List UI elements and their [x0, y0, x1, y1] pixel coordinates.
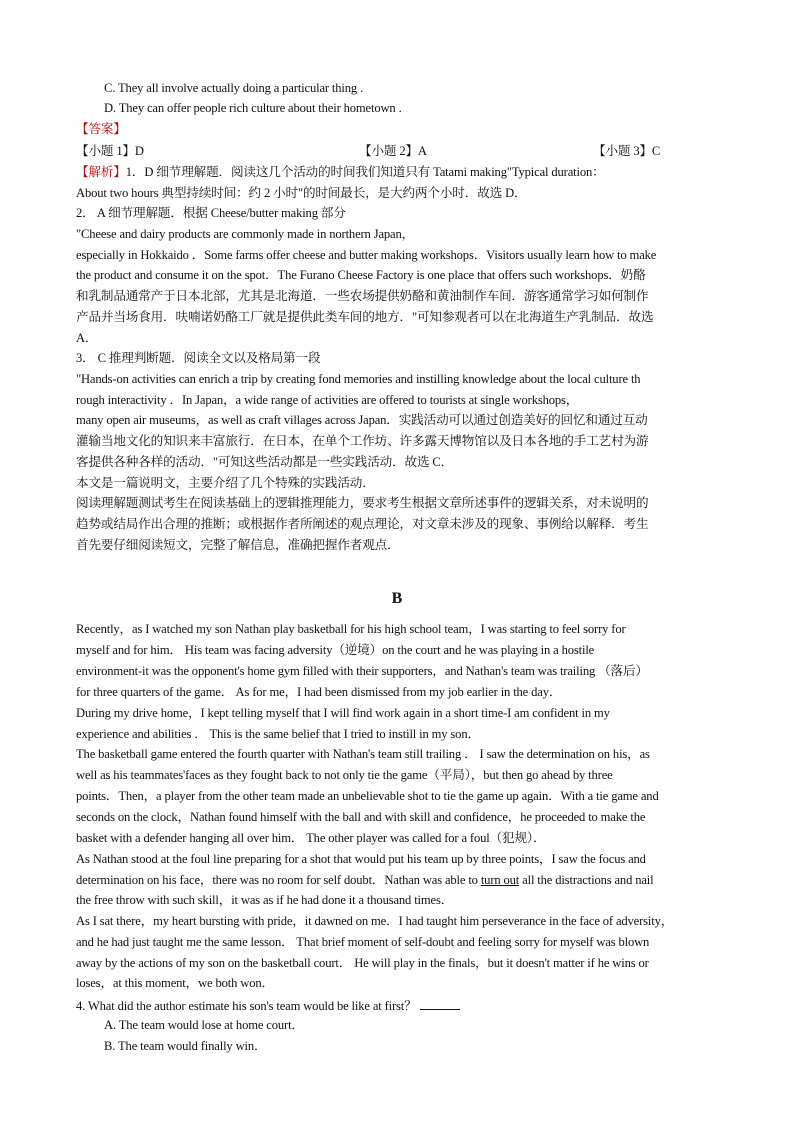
explanation-line: 2． A 细节理解题．根据 Cheese/butter making 部分: [76, 206, 346, 220]
answer-row: [76, 143, 736, 159]
passage-line: points．Then，a player from the other team made an unbelievable shot to tie the game up again．With a tie game and: [76, 789, 659, 803]
passage-line: seconds on the clock，Nathan found himself with the ball and with skill and confidence，he proceeded to make the: [76, 810, 646, 824]
section-title: B: [391, 590, 403, 607]
passage-line: basket with a defender hanging all over him． The other player was called for a foul（犯规）．: [76, 831, 546, 845]
explanation-line: 灌输当地文化的知识来丰富旅行．在日本，在单个工作坊、许多露天博物馆以及日本各地的手工艺村为游: [76, 434, 649, 448]
option-b: B. The team would finally win．: [104, 1039, 267, 1053]
passage-line: and he had just taught me the same lesson． That brief moment of self-doubt and feeling sorry for myself was blown: [76, 935, 650, 949]
question-text: 4. What did the author estimate his son's team would be like at first？: [76, 999, 417, 1013]
explanation-line: A．: [76, 331, 98, 345]
explanation-text: 1．D 细节理解题．阅读这几个活动的时间我们知道只有 Tatami making"Typical duration：: [125, 165, 605, 179]
explanation-line: rough interactivity ．In Japan，a wide range of activities are offered to tourists at single workshops，: [76, 393, 579, 407]
passage-line: environment-it was the opponent's home gym filled with their supporters，and Nathan's team was trailing （落后）: [76, 664, 648, 678]
passage-line: As I sat there，my heart bursting with pride，it dawned on me．I had taught him perseverance in the face of adversity，: [76, 914, 674, 928]
answer-heading: 【答案】: [76, 122, 126, 136]
option-c: C. They all involve actually doing a particular thing .: [104, 81, 364, 95]
answer-2: 【小题 2】A: [359, 144, 427, 158]
passage-text: determination on his face，there was no room for self doubt．Nathan was able to: [76, 873, 481, 887]
explanation-line: 3． C 推理判断题．阅读全文以及格局第一段: [76, 351, 321, 365]
answer-1: 【小题 1】D: [76, 144, 144, 158]
option-d: D. They can offer people rich culture about their hometown .: [104, 101, 402, 115]
explanation-line: 产品并当场食用．呋喃诺奶酪工厂就是提供此类车间的地方．"可知参观者可以在北海道生产乳制品．故选: [76, 310, 654, 324]
passage-line: the free throw with such skill，it was as if he had done it a thousand times．: [76, 893, 454, 907]
passage-line: for three quarters of the game． As for me，I had been dismissed from my job earlier in the day．: [76, 685, 562, 699]
explanation-line: many open air museums，as well as craft villages across Japan．实践活动可以通过创造美好的回忆和通过互动: [76, 413, 648, 427]
passage-line: [76, 872, 736, 888]
passage-line: myself and for him． His team was facing adversity（逆境）on the court and he was playing in a hostile: [76, 643, 595, 657]
passage-line: away by the actions of my son on the basketball court． He will play in the finals，but it doesn't matter if he wins or: [76, 956, 649, 970]
passage-text: all the distractions and nail: [519, 873, 654, 887]
explanation-line: 阅读理解题测试考生在阅读基础上的逻辑推理能力，要求考生根据文章所述事件的逻辑关系，对未说明的: [76, 496, 649, 510]
passage-line: experience and abilities ． This is the same belief that I tried to instill in my son．: [76, 727, 480, 741]
explanation-line: "Hands-on activities can enrich a trip by creating fond memories and instilling knowledge about the local culture th: [76, 372, 641, 386]
explanation-line: About two hours 典型持续时间：约 2 小时"的时间最长，是大约两个小时．故选 D．: [76, 186, 527, 200]
option-a: A. The team would lose at home court．: [104, 1018, 304, 1032]
explanation-line: [76, 164, 736, 180]
passage-line: The basketball game entered the fourth quarter with Nathan's team still trailing ． I saw the determination on his，as: [76, 747, 650, 761]
explanation-line: 和乳制品通常产于日本北部，尤其是北海道．一些农场提供奶酪和黄油制作车间．游客通常学习如何制作: [76, 289, 649, 303]
explanation-line: 趋势或结局作出合理的推断；或根据作者所阐述的观点理论，对文章未涉及的现象、事例给以解释．考生: [76, 517, 649, 531]
underlined-phrase: turn out: [480, 873, 520, 887]
question-4: [76, 997, 736, 1014]
explanation-line: 首先要仔细阅读短文，完整了解信息，准确把握作者观点．: [76, 538, 400, 552]
answer-blank[interactable]: [420, 997, 460, 1010]
answer-3: 【小题 3】C: [593, 144, 661, 158]
passage-line: loses，at this moment，we both won．: [76, 976, 274, 990]
explanation-line: the product and consume it on the spot．The Furano Cheese Factory is one place that offers such workshops．奶酪: [76, 268, 646, 282]
explanation-line: 本文是一篇说明文，主要介绍了几个特殊的实践活动．: [76, 476, 375, 490]
passage-line: Recently，as I watched my son Nathan play basketball for his high school team，I was starting to feel sorry for: [76, 622, 626, 636]
explanation-tag: 【解析】: [76, 165, 126, 179]
passage-line: As Nathan stood at the foul line preparing for a shot that would put his team up by three points，I saw the focus and: [76, 852, 646, 866]
explanation-line: "Cheese and dairy products are commonly made in northern Japan，: [76, 227, 415, 241]
passage-line: During my drive home，I kept telling myself that I will find work again in a short time-I am confident in my: [76, 706, 610, 720]
passage-line: well as his teammates'faces as they fought back to not only tie the game（平局），but then go ahead by three: [76, 768, 613, 782]
explanation-line: 客提供各种各样的活动．"可知这些活动都是一些实践活动．故选 C．: [76, 455, 454, 469]
explanation-line: especially in Hokkaido ．Some farms offer cheese and butter making workshops．Visitors usually learn how to make: [76, 248, 657, 262]
